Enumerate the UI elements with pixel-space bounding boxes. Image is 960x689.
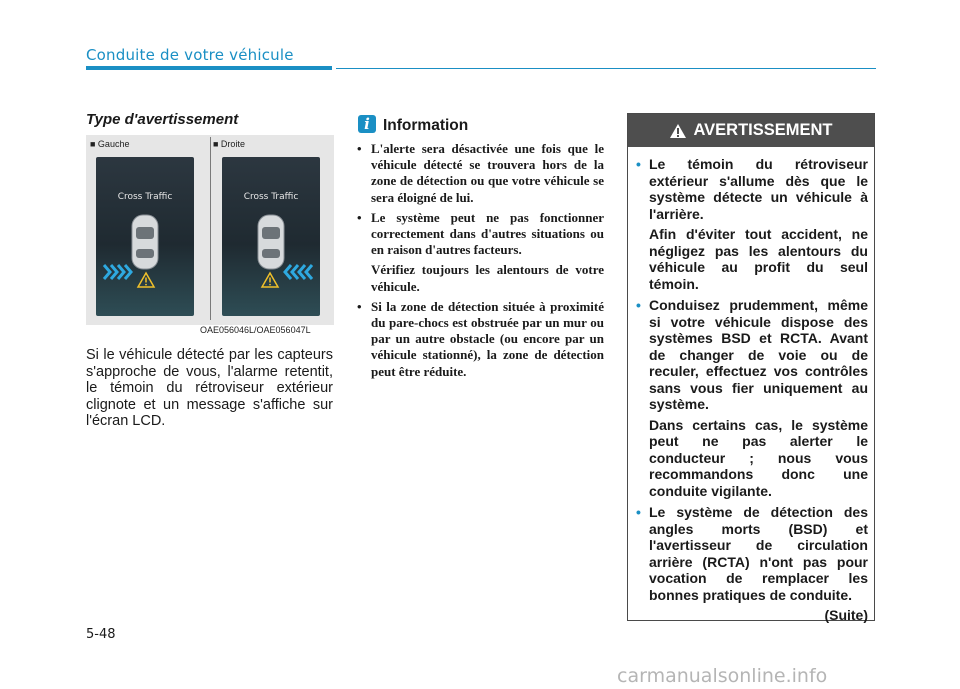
warning-paragraph: • Conduisez prudemment, même si votre véhicule dispose des systèmes BSD et RCTA. Avant de changer de voie ou de reculer, effectuez vos contrôles sans vous fier uniquement au système. bbox=[649, 297, 868, 412]
warning-paragraph: Dans certains cas, le système peut ne pas alerter le conducteur ; nous vous recommandons donc une conduite vigilante. bbox=[649, 416, 868, 499]
info-paragraph: • L'alerte sera désactivée une fois que le véhicule détecté se trouvera hors de la zone de détection ou que votre véhicule se sera éloigné de lui. bbox=[371, 141, 604, 205]
info-item bbox=[357, 141, 604, 206]
info-paragraph: • Le système peut ne pas fonctionner correctement dans d'autres situations ou en raison d'autres facteurs. bbox=[371, 209, 604, 258]
section-header-title: Conduite de votre véhicule bbox=[86, 46, 294, 64]
warning-paragraph: Afin d'éviter tout accident, ne négligez pas les alentours du véhicule au profit du seul témoin. bbox=[649, 226, 868, 292]
warning-item bbox=[636, 156, 868, 292]
lcd-panel-right bbox=[222, 157, 320, 316]
header-rule-thick bbox=[86, 66, 332, 70]
warning-header bbox=[628, 114, 874, 147]
warning-list bbox=[636, 156, 868, 629]
warning-triangle-icon bbox=[669, 123, 687, 139]
figure-caption: OAE056046L/OAE056047L bbox=[200, 325, 311, 335]
car-top-view-left bbox=[96, 157, 194, 316]
chevrons-right-icon bbox=[104, 265, 131, 279]
car-top-view-right bbox=[222, 157, 320, 316]
section-title: Type d'avertissement bbox=[86, 111, 239, 128]
figure-divider bbox=[210, 137, 211, 320]
header-rule-thin bbox=[336, 68, 876, 69]
info-list bbox=[357, 141, 604, 384]
warning-triangle-icon bbox=[138, 273, 154, 287]
warning-item bbox=[636, 504, 868, 624]
lcd-panel-left bbox=[96, 157, 194, 316]
warning-triangle-icon bbox=[262, 273, 278, 287]
info-icon: i bbox=[358, 115, 376, 133]
info-item bbox=[357, 299, 604, 380]
watermark-link[interactable]: carmanualsonline.info bbox=[617, 665, 828, 687]
continued-label: (Suite) bbox=[824, 607, 868, 623]
warning-type-body: Si le véhicule détecté par les capteurs s'approche de vous, l'alarme retentit, le témoin du rétroviseur extérieur clignote et un message s'affiche sur l'écran LCD. bbox=[86, 347, 333, 429]
page-number: 5-48 bbox=[86, 627, 116, 642]
info-paragraph: • Si la zone de détection située à proximité du pare-chocs est obstruée par un mur ou par un autre obstacle (ou encore par un véhicule stationné), la zone de détection peut être réduite. bbox=[371, 298, 604, 379]
figure-label-right: ■ Droite bbox=[213, 139, 245, 149]
info-paragraph: Vérifiez toujours les alentours de votre véhicule. bbox=[371, 262, 604, 294]
warning-box bbox=[627, 113, 875, 621]
warning-title: AVERTISSEMENT bbox=[693, 121, 833, 139]
chevrons-left-icon bbox=[285, 265, 312, 279]
figure-label-left: ■ Gauche bbox=[90, 139, 130, 149]
lcd-panel-title: Cross Traffic bbox=[243, 192, 299, 202]
warning-paragraph: • Le système de détection des angles morts (BSD) et l'avertisseur de circulation arrière (RCTA) n'ont pas pour vocation de remplacer les bonnes pratiques de conduite. bbox=[649, 504, 868, 603]
cross-traffic-figure bbox=[86, 135, 334, 325]
warning-paragraph: • Le témoin du rétroviseur extérieur s'allume dès que le système détecte un véhicule à l'arrière. bbox=[649, 156, 868, 222]
lcd-panel-title: Cross Traffic bbox=[117, 192, 173, 202]
info-item bbox=[357, 210, 604, 295]
warning-item bbox=[636, 297, 868, 499]
info-title: Information bbox=[383, 117, 469, 134]
